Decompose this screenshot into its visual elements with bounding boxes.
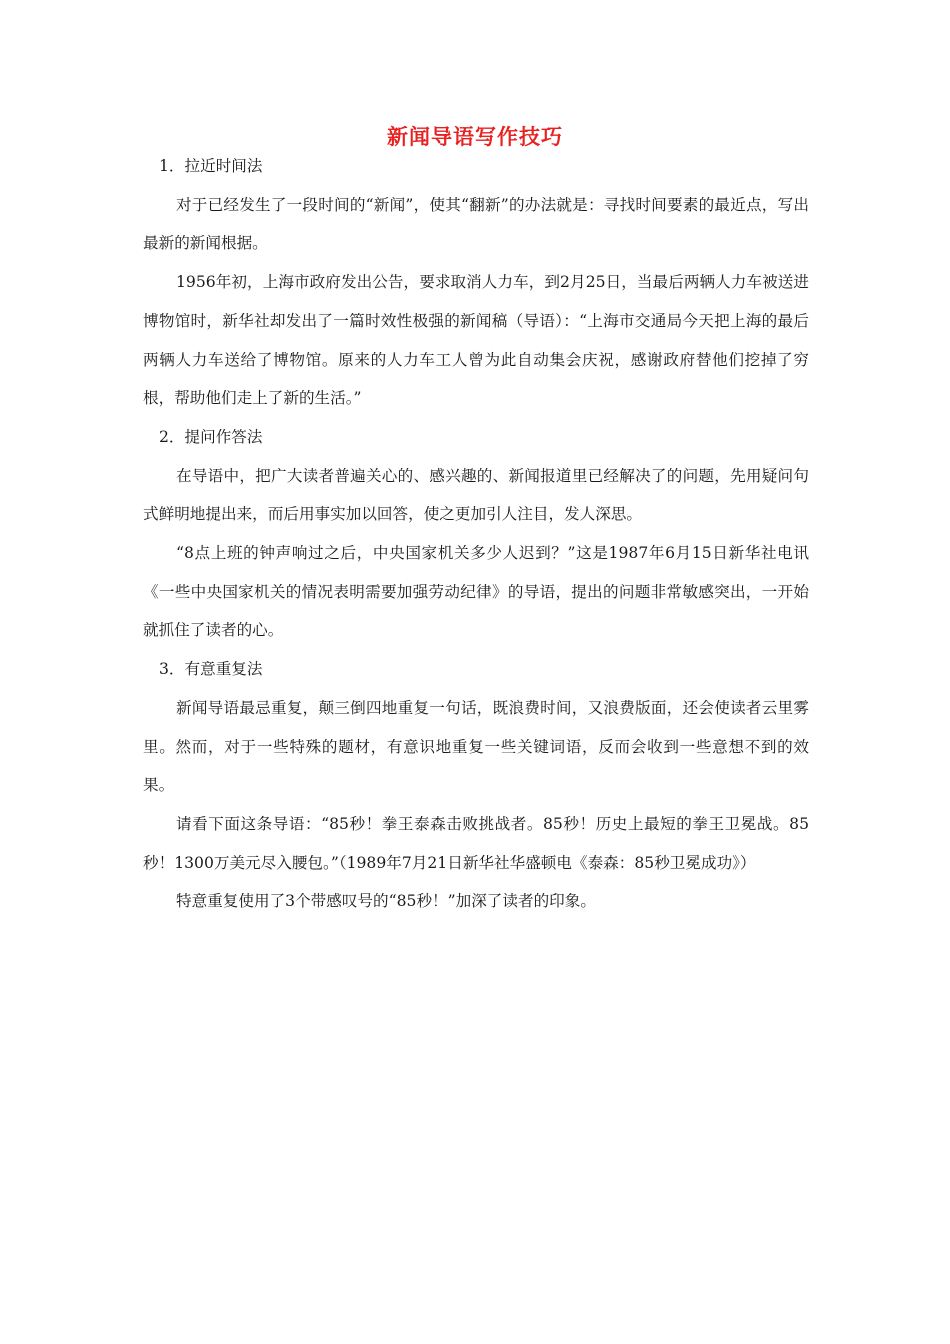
section-1-paragraph-1: 对于已经发生了一段时间的“新闻”，使其“翻新”的办法就是：寻找时间要素的最近点，写出最新的新闻根据。 [143,195,809,253]
section-3-paragraph-3: 特意重复使用了3个带感叹号的“85秒！”加深了读者的印象。 [176,892,596,911]
section-2-paragraph-1: 在导语中，把广大读者普遍关心的、感兴趣的、新闻报道里已经解决了的问题，先用疑问句式鲜明地提出来，而后用事实加以回答，使之更加引人注目，发人深思。 [143,466,809,524]
section-2-paragraph-2: “8点上班的钟声响过之后，中央国家机关多少人迟到？”这是1987年6月15日新华社电讯《一些中央国家机关的情况表明需要加强劳动纪律》的导语，提出的问题非常敏感突出，一开始就抓住了读者的心。 [143,544,809,640]
document-title: 新闻导语写作技巧 [387,124,563,149]
document-body [143,147,809,921]
section-heading-1: 1．拉近时间法 [159,157,263,175]
section-heading-2: 2．提问作答法 [159,427,263,446]
section-heading-3: 3．有意重复法 [159,660,263,679]
section-3-paragraph-1: 新闻导语最忌重复，颠三倒四地重复一句话，既浪费时间，又浪费版面，还会使读者云里雾里。然而，对于一些特殊的题材，有意识地重复一些关键词语，反而会收到一些意想不到的效果。 [143,698,809,795]
section-3-paragraph-2: 请看下面这条导语：“85秒！拳王泰森击败挑战者。85秒！历史上最短的拳王卫冕战。85秒！1300万美元尽入腰包。”（1989年7月21日新华社华盛顿电《泰森：85秒卫冕成功》） [143,814,809,872]
section-1-paragraph-2: 1956年初，上海市政府发出公告，要求取消人力车，到2月25日，当最后两辆人力车被送进博物馆时，新华社却发出了一篇时效性极强的新闻稿（导语）：“上海市交通局今天把上海的最后两辆人力车送给了博物馆。原来的人力车工人曾为此自动集会庆祝，感谢政府替他们挖掉了穷根，帮助他们走上了新的生活。” [143,273,809,408]
